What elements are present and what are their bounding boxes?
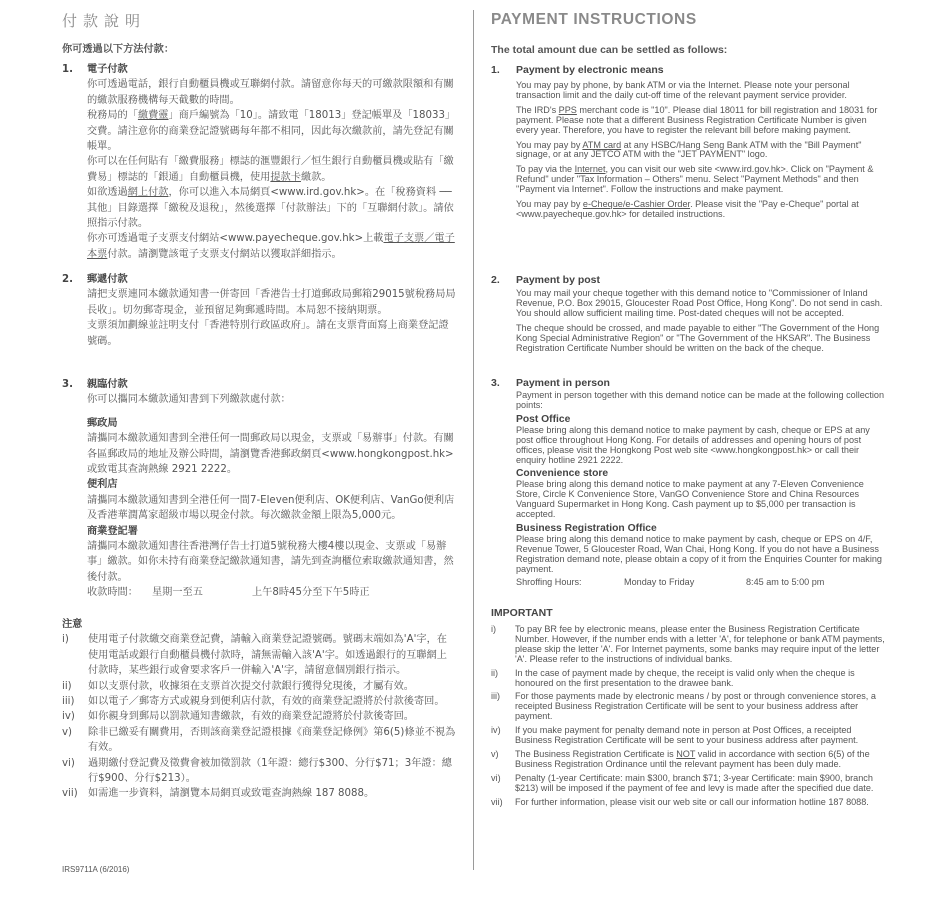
english-section-1 xyxy=(491,64,886,220)
paragraph: Please bring along this demand notice to make payment by cash, cheque or EPS on 4/F, Revenue Tower, 5 Gloucester Road, Wan Chai, Hong Kong. If you do not have a Business Registration demand note, please obtain a copy of it from the Enquiries Counter for making payment. xyxy=(516,534,882,574)
paragraph: You may pay by phone, by bank ATM or via the Internet. Please note your personal transaction limit and the daily cut-off time of the relevant payment service provider. xyxy=(516,80,850,100)
convenience-store-heading: 便利店 xyxy=(87,479,118,491)
section-number: 2. xyxy=(62,274,73,285)
pps-link: 繳費靈 xyxy=(137,110,169,122)
chinese-title: 付款說明 xyxy=(62,12,147,30)
section-number: 3. xyxy=(491,377,500,389)
collection-hours: 收款時間： 星期一至五 上午8時45分至下午5時正 xyxy=(87,587,370,599)
english-section-3 xyxy=(491,377,886,588)
section-heading: 電子付款 xyxy=(87,64,128,75)
column-divider xyxy=(473,10,474,870)
paragraph: 請把支票連同本繳款通知書一併寄回「香港告士打道郵政局郵箱29015號稅務局局長收」。切勿郵寄現金，並預留足夠郵遞時間。本局恕不接納期票。 xyxy=(87,289,456,316)
note-item: i) 使用電子付款繳交商業登記費，請輸入商業登記證號碼。號碼末端如為'A'字，在使用電話或銀行自動櫃員機付款時，請無需輸入該'A'字。如透過銀行的互聯網上付款時，某些銀行或會要求客戶一併輸入'A'字，請留意個別銀行指示。 xyxy=(62,634,447,677)
paragraph: The cheque should be crossed, and made payable to either "The Government of the Hong Kong Special Administrative Region" or "The Government of the HKSAR". The Business Registration Certificate Number should be written on the back of the cheque. xyxy=(516,322,880,353)
note-item: ii) 如以支票付款，收據須在支票首次提交付款銀行獲得兌現後，才屬有效。 xyxy=(62,680,414,692)
chinese-section-2 xyxy=(62,272,457,349)
echeque-link: 電子支票／電子本票 xyxy=(87,233,455,260)
section-heading: 親臨付款 xyxy=(87,379,128,390)
note-item: iii) 如以電子／郵寄方式或親身到便利店付款，有效的商業登記證將於付款後寄回。 xyxy=(62,696,445,708)
section-heading: 郵遞付款 xyxy=(87,274,128,285)
note-item: ii) In the case of payment made by cheque, the receipt is valid only when the cheque is honoured on the first presentation to the drawee bank. xyxy=(491,667,855,688)
note-item: v) The Business Registration Certificate is NOT valid in accordance with section 6(5) of the Business Registration Ordinance until the relevant payment has been duly made. xyxy=(491,748,870,769)
paragraph: 支票須加劃線並註明支付「香港特別行政區政府」。請在支票背面寫上商業登記證號碼。 xyxy=(87,320,449,347)
br-office-heading: 商業登記署 xyxy=(87,525,138,537)
paragraph: Payment in person together with this demand notice can be made at the following collection points: xyxy=(516,390,885,410)
chinese-notes xyxy=(62,617,457,802)
paragraph: You may pay by e-Cheque/e-Cashier Order. Please visit the "Pay e-Cheque" portal at <www.payecheque.gov.hk> for detailed instructions. xyxy=(516,199,859,219)
paragraph: 如欲透過網上付款，你可以進入本局網頁<www.ird.gov.hk>。在「稅務資料 ── 其他」目錄選擇「繳稅及退稅」，然後選擇「付款辦法」下的「互聯網付款」。請依照指示付款。 xyxy=(87,187,454,230)
note-item: iv) 如你親身到郵局以罰款通知書繳款，有效的商業登記證將於付款後寄回。 xyxy=(62,711,414,723)
paragraph: 你亦可透過電子支票支付網站<www.payecheque.gov.hk>上載電子支票／電子本票付款。請瀏覽該電子支票支付網站以獲取詳細指示。 xyxy=(87,233,455,260)
paragraph: 請攜同本繳款通知書到全港任何一間郵政局以現金，支票或「易辦事」付款。有關各區郵政局的地址及辦公時間，請瀏覽香港郵政網頁<www.hongkongpost.hk>或致電其查詢熱線 2921 2222。 xyxy=(87,433,454,476)
paragraph: You may pay by ATM card at any HSBC/Hang Seng Bank ATM with the "Bill Payment" signage, or at any JETCO ATM with the "JET PAYMENT" logo. xyxy=(516,139,862,160)
shroffing-hours: Shroffing Hours: Monday to Friday 8:45 am to 5:00 pm xyxy=(516,576,825,587)
section-heading: Payment by electronic means xyxy=(516,64,664,76)
internet-link: 網上付款 xyxy=(127,187,169,199)
chinese-intro: 你可透過以下方法付款： xyxy=(62,44,175,55)
section-number: 1. xyxy=(62,64,73,75)
section-heading: Payment by post xyxy=(516,274,601,286)
note-item: i) To pay BR fee by electronic means, please enter the Business Registration Certificate Number. However, if the number ends with a letter 'A', for telephone or bank ATM payments, please skip the letter 'A'. For Internet payments, some banks may require input of the letter 'A'. Please refer to the instructions of individual banks. xyxy=(491,624,885,664)
paragraph: 你可透過電話，銀行自動櫃員機或互聯網付款。請留意你每天的可繳款限額和有關的繳款服務機構每天截數的時間。 xyxy=(87,79,454,106)
form-code: IRS9711A (6/2016) xyxy=(62,865,130,874)
atm-card-link: 提款卡 xyxy=(270,171,301,183)
note-item: vii) 如需進一步資料，請瀏覽本局網頁或致電查詢熱線 187 8088。 xyxy=(62,788,375,800)
paragraph: 稅務局的「繳費靈」商戶編號為「10」。請致電「18013」登記帳單及「18033」交費。請注意你的商業登記證號碼每年都不相同，因此每次繳款前，請先登記有關帳單。 xyxy=(87,110,456,153)
paragraph: The IRD's PPS merchant code is "10". Please dial 18011 for bill registration and 18031 for payment. Please note that a different Business Registration Certificate Number is given every year. Therefore, you have to register the relevant bill before making payment. xyxy=(516,104,878,135)
post-office-heading: Post Office xyxy=(516,413,571,425)
section-number: 2. xyxy=(491,274,500,286)
paragraph: 你可以攜同本繳款通知書到下列繳款處付款： xyxy=(87,394,291,406)
paragraph: To pay via the Internet, you can visit our web site <www.ird.gov.hk>. Click on "Payment & Refund" under "Tax Information – Others" menu. Select "Payment Methods" and then "Payment via Internet". Follow the instructions and make payment. xyxy=(516,164,874,195)
english-title: PAYMENT INSTRUCTIONS xyxy=(491,11,697,28)
internet-link: Internet xyxy=(574,164,606,175)
note-item: iv) If you make payment for penalty demand note in person at Post Offices, a receipted Business Registration Certificate will be sent to your business address after payment. xyxy=(491,725,859,746)
br-office-heading: Business Registration Office xyxy=(516,523,657,535)
section-heading: Payment in person xyxy=(516,377,610,389)
chinese-section-3 xyxy=(62,377,457,601)
paragraph: 你可以在任何貼有「繳費服務」標誌的滙豐銀行／恒生銀行自動櫃員機或貼有「繳費易」標誌的「銀通」自動櫃員機，使用提款卡繳款。 xyxy=(87,156,454,183)
note-item: v) 除非已繳妥有關費用，否則該商業登記證根據《商業登記條例》第6(5)條並不視為有效。 xyxy=(62,726,456,754)
note-item: vi) 過期繳付登記費及徵費會被加徵罰款（1年證：總行$300、分行$71；3年證：總行$900、分行$213）。 xyxy=(62,757,452,785)
section-number: 3. xyxy=(62,379,73,390)
paragraph: You may mail your cheque together with this demand notice to "Commissioner of Inland Revenue, P.O. Box 29015, Gloucester Road Post Office, Hong Kong". Do not send in cash. You should allow sufficient mailing time. Post-dated cheques will not be accepted. xyxy=(516,288,883,318)
paragraph: Please bring along this demand notice to make payment by cash, cheque or EPS at any post office throughout Hong Kong. For details of addresses and opening hours of post offices, please visit the Hongkong Post web site <www.hongkongpost.hk> or call their enquiry hotline 2921 2222. xyxy=(516,424,870,465)
section-number: 1. xyxy=(491,64,500,76)
note-item: vi) Penalty (1-year Certificate: main $300, branch $71; 3-year Certificate: main $900, branch $213) will be imposed if the payment of fee and levy is made after the specified due date. xyxy=(491,772,874,793)
echeque-link: e-Cheque/e-Cashier Order xyxy=(582,199,691,210)
english-section-2 xyxy=(491,274,886,353)
english-intro: The total amount due can be settled as follows: xyxy=(491,44,728,56)
english-important xyxy=(491,607,886,808)
convenience-store-heading: Convenience store xyxy=(516,468,609,480)
important-heading: IMPORTANT xyxy=(491,607,553,619)
paragraph: Please bring along this demand notice to make payment at any 7-Eleven Convenience Store, Circle K Convenience Store, VanGO Convenience Store and China Resources Vanguard Supermarket in Hong Kong. Cash payment up to $5,000 per transaction is accepted. xyxy=(516,479,864,520)
pps-link: PPS xyxy=(558,104,577,115)
paragraph: 請攜同本繳款通知書往香港灣仔告士打道5號稅務大樓4樓以現金、支票或「易辦事」繳款。如你未持有商業登記繳款通知書，請先到查詢櫃位索取繳款通知書，然後付款。 xyxy=(87,541,454,583)
note-item: iii) For those payments made by electronic means / by post or through convenience stores, a receipted Business Registration Certificate will be sent to your business address after payment. xyxy=(491,691,876,722)
note-item: vii) For further information, please visit our web site or call our information hotline 187 8088. xyxy=(491,796,869,807)
chinese-section-1 xyxy=(62,62,457,262)
paragraph: 請攜同本繳款通知書到全港任何一間7-Eleven便利店、OK便利店、VanGo便利店及香港華潤萬家超級市場以現金付款。每次繳款金額上限為5,000元。 xyxy=(87,494,455,522)
atm-card-link: ATM card xyxy=(582,139,622,150)
post-office-heading: 郵政局 xyxy=(87,417,118,429)
notes-heading: 注意 xyxy=(62,619,83,630)
